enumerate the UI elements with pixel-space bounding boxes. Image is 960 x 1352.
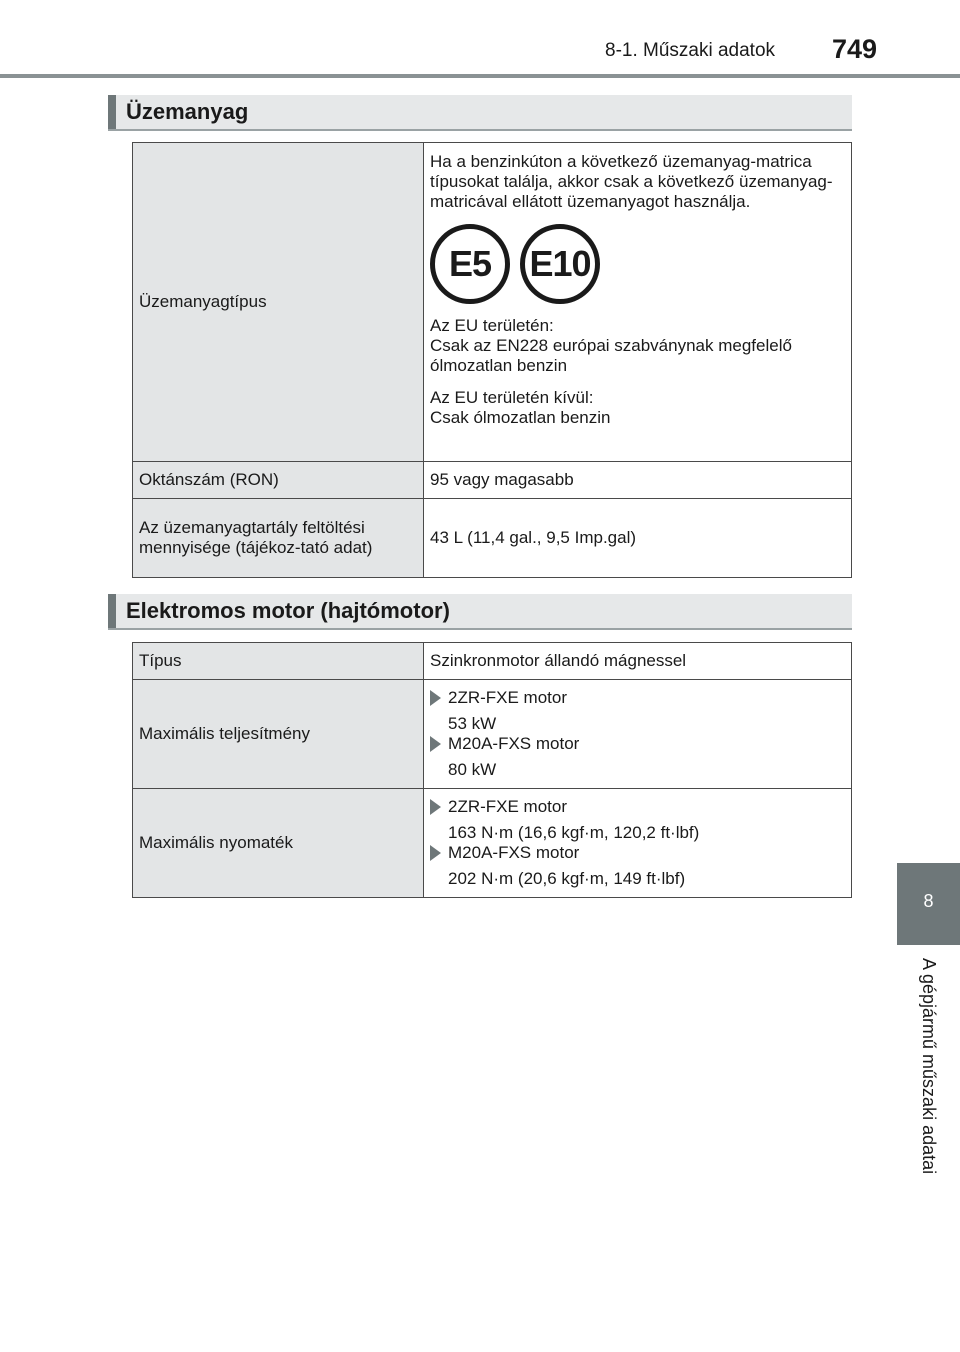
table-row — [133, 680, 852, 789]
motor-spec-table — [132, 642, 852, 898]
fuel-badge-e5: E5 — [430, 224, 510, 304]
fuel-type-intro: Ha a benzinkúton a következő üzemanyag-matrica típusokat találja, akkor csak a következő üzemanyag-matricával ellátott üzemanyagot használja. — [430, 152, 833, 211]
max-power-item-name: M20A-FXS motor — [448, 734, 580, 753]
table-row — [133, 643, 852, 680]
max-torque-item-name: M20A-FXS motor — [448, 843, 580, 862]
non-eu-text: Csak ólmozatlan benzin — [430, 408, 611, 427]
motor-type-value: Szinkronmotor állandó mágnessel — [424, 643, 852, 680]
list-item — [430, 797, 845, 817]
page-number: 749 — [832, 34, 878, 64]
bullet-triangle-icon — [430, 845, 441, 861]
list-item — [430, 688, 845, 708]
fuel-badges — [430, 224, 845, 304]
fuel-badge-e10: E10 — [520, 224, 600, 304]
max-torque-item-value: 163 N·m (16,6 kgf·m, 120,2 ft·lbf) — [448, 823, 700, 842]
max-torque-item-name: 2ZR-FXE motor — [448, 797, 568, 816]
fuel-spec-table — [132, 142, 852, 578]
eu-text: Csak az EN228 európai szabványnak megfelelő ólmozatlan benzin — [430, 336, 792, 375]
list-item — [430, 734, 845, 754]
max-power-item-value: 53 kW — [448, 714, 497, 733]
max-power-item-name: 2ZR-FXE motor — [448, 688, 568, 707]
list-item — [430, 843, 845, 863]
bullet-triangle-icon — [430, 736, 441, 752]
section-heading-bar — [108, 594, 116, 628]
octane-label: Oktánszám (RON) — [133, 462, 424, 499]
chapter-label: A gépjármű műszaki adatai — [919, 958, 939, 1175]
max-power-cell — [424, 680, 852, 789]
table-row — [133, 789, 852, 898]
non-eu-heading: Az EU területén kívül: — [430, 388, 594, 407]
bullet-triangle-icon — [430, 690, 441, 706]
table-row — [133, 462, 852, 499]
bullet-triangle-icon — [430, 799, 441, 815]
tank-label: Az üzemanyagtartály feltöltési mennyisége (tájékoz-tató adat) — [133, 499, 424, 578]
max-torque-item-value: 202 N·m (20,6 kgf·m, 149 ft·lbf) — [448, 869, 686, 888]
max-power-label: Maximális teljesítmény — [133, 680, 424, 789]
header-section-title: 8-1. Műszaki adatok — [605, 40, 776, 61]
section-heading-fuel — [108, 95, 852, 131]
tank-value: 43 L (11,4 gal., 9,5 Imp.gal) — [424, 499, 852, 578]
eu-heading: Az EU területén: — [430, 316, 554, 335]
table-row — [133, 143, 852, 462]
motor-type-label: Típus — [133, 643, 424, 680]
max-power-item-value: 80 kW — [448, 760, 497, 779]
fuel-type-cell — [424, 143, 852, 462]
header-rule — [0, 74, 960, 78]
section-heading-motor-text: Elektromos motor (hajtómotor) — [126, 598, 450, 623]
chapter-number: 8 — [923, 891, 934, 911]
max-torque-cell — [424, 789, 852, 898]
table-row — [133, 499, 852, 578]
section-heading-fuel-text: Üzemanyag — [126, 99, 249, 124]
section-heading-motor — [108, 594, 852, 630]
chapter-tab — [897, 863, 960, 945]
fuel-type-label: Üzemanyagtípus — [133, 143, 424, 462]
section-heading-bar — [108, 95, 116, 129]
octane-value: 95 vagy magasabb — [424, 462, 852, 499]
max-torque-label: Maximális nyomaték — [133, 789, 424, 898]
